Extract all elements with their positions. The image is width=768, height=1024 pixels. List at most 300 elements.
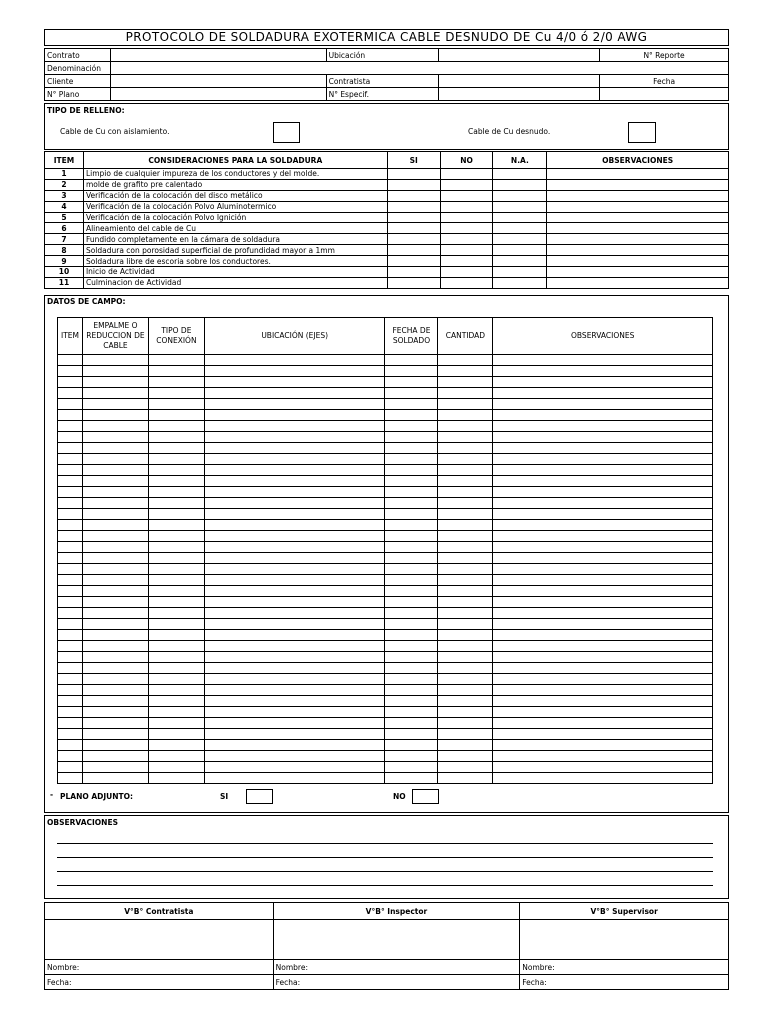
campo-cell[interactable] (58, 465, 83, 476)
campo-cell[interactable] (438, 564, 493, 575)
campo-cell[interactable] (438, 663, 493, 674)
campo-cell[interactable] (204, 619, 385, 630)
item-na-cell[interactable] (493, 256, 547, 267)
campo-cell[interactable] (148, 696, 204, 707)
campo-cell[interactable] (58, 663, 83, 674)
campo-cell[interactable] (58, 773, 83, 784)
campo-cell[interactable] (385, 630, 438, 641)
campo-cell[interactable] (58, 674, 83, 685)
campo-cell[interactable] (385, 652, 438, 663)
campo-cell[interactable] (385, 443, 438, 454)
campo-cell[interactable] (58, 696, 83, 707)
item-no-cell[interactable] (440, 277, 493, 288)
campo-cell[interactable] (58, 476, 83, 487)
campo-cell[interactable] (204, 597, 385, 608)
campo-cell[interactable] (438, 597, 493, 608)
campo-cell[interactable] (148, 663, 204, 674)
campo-cell[interactable] (438, 443, 493, 454)
campo-cell[interactable] (204, 641, 385, 652)
campo-cell[interactable] (438, 465, 493, 476)
item-si-cell[interactable] (387, 256, 440, 267)
campo-cell[interactable] (204, 520, 385, 531)
campo-cell[interactable] (493, 619, 713, 630)
item-no-cell[interactable] (440, 190, 493, 201)
campo-cell[interactable] (58, 597, 83, 608)
plano-field[interactable] (110, 88, 326, 101)
campo-cell[interactable] (385, 575, 438, 586)
campo-cell[interactable] (385, 509, 438, 520)
campo-cell[interactable] (204, 399, 385, 410)
campo-cell[interactable] (385, 707, 438, 718)
campo-cell[interactable] (493, 751, 713, 762)
item-no-cell[interactable] (440, 179, 493, 190)
campo-cell[interactable] (438, 685, 493, 696)
campo-cell[interactable] (82, 520, 148, 531)
campo-cell[interactable] (438, 630, 493, 641)
campo-cell[interactable] (204, 751, 385, 762)
campo-cell[interactable] (82, 410, 148, 421)
nombre-inspector[interactable]: Nombre: (273, 960, 520, 975)
campo-cell[interactable] (438, 608, 493, 619)
campo-cell[interactable] (204, 564, 385, 575)
item-si-cell[interactable] (387, 212, 440, 223)
campo-cell[interactable] (204, 674, 385, 685)
campo-cell[interactable] (438, 531, 493, 542)
campo-cell[interactable] (58, 432, 83, 443)
campo-cell[interactable] (438, 696, 493, 707)
campo-cell[interactable] (82, 652, 148, 663)
campo-cell[interactable] (58, 762, 83, 773)
campo-cell[interactable] (82, 366, 148, 377)
observaciones-line[interactable] (57, 843, 713, 844)
campo-cell[interactable] (385, 432, 438, 443)
campo-cell[interactable] (204, 762, 385, 773)
campo-cell[interactable] (493, 608, 713, 619)
campo-cell[interactable] (148, 553, 204, 564)
campo-cell[interactable] (204, 476, 385, 487)
signature-area-supervisor[interactable] (520, 920, 729, 960)
campo-cell[interactable] (204, 630, 385, 641)
item-no-cell[interactable] (440, 245, 493, 256)
campo-cell[interactable] (493, 575, 713, 586)
campo-cell[interactable] (493, 586, 713, 597)
campo-cell[interactable] (204, 652, 385, 663)
campo-cell[interactable] (204, 498, 385, 509)
campo-cell[interactable] (58, 652, 83, 663)
ubicacion-field[interactable] (439, 49, 600, 62)
campo-cell[interactable] (82, 762, 148, 773)
campo-cell[interactable] (204, 355, 385, 366)
campo-cell[interactable] (204, 608, 385, 619)
campo-cell[interactable] (204, 410, 385, 421)
campo-cell[interactable] (385, 773, 438, 784)
campo-cell[interactable] (438, 751, 493, 762)
campo-cell[interactable] (438, 355, 493, 366)
item-si-cell[interactable] (387, 245, 440, 256)
campo-cell[interactable] (58, 641, 83, 652)
campo-cell[interactable] (493, 553, 713, 564)
campo-cell[interactable] (204, 740, 385, 751)
campo-cell[interactable] (204, 685, 385, 696)
campo-cell[interactable] (204, 443, 385, 454)
campo-cell[interactable] (58, 355, 83, 366)
denominacion-field[interactable] (110, 62, 728, 75)
item-observaciones-cell[interactable] (547, 267, 729, 278)
campo-cell[interactable] (493, 707, 713, 718)
contratista-field[interactable] (439, 75, 600, 88)
campo-cell[interactable] (148, 355, 204, 366)
campo-cell[interactable] (58, 531, 83, 542)
campo-cell[interactable] (385, 399, 438, 410)
campo-cell[interactable] (82, 564, 148, 575)
campo-cell[interactable] (82, 388, 148, 399)
campo-cell[interactable] (58, 487, 83, 498)
campo-cell[interactable] (438, 718, 493, 729)
campo-cell[interactable] (385, 476, 438, 487)
campo-cell[interactable] (82, 465, 148, 476)
campo-cell[interactable] (438, 674, 493, 685)
item-si-cell[interactable] (387, 277, 440, 288)
campo-cell[interactable] (148, 652, 204, 663)
campo-cell[interactable] (148, 718, 204, 729)
campo-cell[interactable] (438, 575, 493, 586)
campo-cell[interactable] (82, 641, 148, 652)
item-no-cell[interactable] (440, 223, 493, 234)
campo-cell[interactable] (204, 366, 385, 377)
campo-cell[interactable] (438, 476, 493, 487)
campo-cell[interactable] (58, 443, 83, 454)
campo-cell[interactable] (385, 531, 438, 542)
campo-cell[interactable] (204, 454, 385, 465)
campo-cell[interactable] (58, 421, 83, 432)
campo-cell[interactable] (204, 421, 385, 432)
campo-cell[interactable] (438, 410, 493, 421)
campo-cell[interactable] (204, 586, 385, 597)
campo-cell[interactable] (438, 641, 493, 652)
fecha-contratista[interactable]: Fecha: (45, 975, 274, 990)
campo-cell[interactable] (385, 388, 438, 399)
fecha-supervisor[interactable]: Fecha: (520, 975, 729, 990)
campo-cell[interactable] (82, 421, 148, 432)
campo-cell[interactable] (385, 586, 438, 597)
fecha-inspector[interactable]: Fecha: (273, 975, 520, 990)
campo-cell[interactable] (82, 729, 148, 740)
campo-cell[interactable] (493, 465, 713, 476)
item-na-cell[interactable] (493, 190, 547, 201)
campo-cell[interactable] (148, 751, 204, 762)
campo-cell[interactable] (438, 773, 493, 784)
campo-cell[interactable] (58, 553, 83, 564)
campo-cell[interactable] (82, 773, 148, 784)
campo-cell[interactable] (493, 355, 713, 366)
campo-cell[interactable] (58, 564, 83, 575)
campo-cell[interactable] (385, 564, 438, 575)
campo-cell[interactable] (493, 718, 713, 729)
campo-cell[interactable] (148, 575, 204, 586)
campo-cell[interactable] (385, 641, 438, 652)
campo-cell[interactable] (82, 443, 148, 454)
campo-cell[interactable] (58, 575, 83, 586)
campo-cell[interactable] (438, 740, 493, 751)
campo-cell[interactable] (148, 619, 204, 630)
campo-cell[interactable] (385, 663, 438, 674)
campo-cell[interactable] (438, 553, 493, 564)
campo-cell[interactable] (493, 454, 713, 465)
campo-cell[interactable] (148, 476, 204, 487)
item-no-cell[interactable] (440, 212, 493, 223)
campo-cell[interactable] (82, 663, 148, 674)
fecha-field[interactable] (600, 88, 729, 101)
item-observaciones-cell[interactable] (547, 245, 729, 256)
campo-cell[interactable] (58, 729, 83, 740)
campo-cell[interactable] (82, 685, 148, 696)
campo-cell[interactable] (438, 586, 493, 597)
campo-cell[interactable] (58, 542, 83, 553)
campo-cell[interactable] (82, 377, 148, 388)
campo-cell[interactable] (385, 421, 438, 432)
item-no-cell[interactable] (440, 234, 493, 245)
plano-no-checkbox[interactable] (412, 789, 439, 804)
campo-cell[interactable] (148, 487, 204, 498)
item-observaciones-cell[interactable] (547, 277, 729, 288)
campo-cell[interactable] (148, 729, 204, 740)
campo-cell[interactable] (438, 542, 493, 553)
campo-cell[interactable] (82, 586, 148, 597)
campo-cell[interactable] (204, 465, 385, 476)
campo-cell[interactable] (148, 641, 204, 652)
campo-cell[interactable] (438, 388, 493, 399)
campo-cell[interactable] (493, 696, 713, 707)
campo-cell[interactable] (82, 751, 148, 762)
campo-cell[interactable] (58, 377, 83, 388)
campo-cell[interactable] (385, 465, 438, 476)
campo-cell[interactable] (82, 718, 148, 729)
campo-cell[interactable] (204, 718, 385, 729)
campo-cell[interactable] (385, 498, 438, 509)
campo-cell[interactable] (204, 663, 385, 674)
campo-cell[interactable] (58, 608, 83, 619)
campo-cell[interactable] (204, 542, 385, 553)
campo-cell[interactable] (82, 619, 148, 630)
observaciones-line[interactable] (57, 885, 713, 886)
campo-cell[interactable] (493, 487, 713, 498)
campo-cell[interactable] (82, 575, 148, 586)
campo-cell[interactable] (58, 399, 83, 410)
campo-cell[interactable] (385, 410, 438, 421)
campo-cell[interactable] (204, 575, 385, 586)
item-si-cell[interactable] (387, 190, 440, 201)
campo-cell[interactable] (58, 520, 83, 531)
campo-cell[interactable] (493, 443, 713, 454)
item-na-cell[interactable] (493, 223, 547, 234)
campo-cell[interactable] (493, 564, 713, 575)
campo-cell[interactable] (148, 773, 204, 784)
campo-cell[interactable] (385, 454, 438, 465)
campo-cell[interactable] (493, 542, 713, 553)
campo-cell[interactable] (385, 487, 438, 498)
campo-cell[interactable] (493, 597, 713, 608)
campo-cell[interactable] (385, 696, 438, 707)
relleno-option2-checkbox[interactable] (628, 122, 656, 143)
campo-cell[interactable] (204, 696, 385, 707)
campo-cell[interactable] (438, 399, 493, 410)
campo-cell[interactable] (438, 421, 493, 432)
campo-cell[interactable] (438, 729, 493, 740)
campo-cell[interactable] (82, 674, 148, 685)
campo-cell[interactable] (148, 740, 204, 751)
campo-cell[interactable] (148, 377, 204, 388)
item-na-cell[interactable] (493, 245, 547, 256)
campo-cell[interactable] (204, 707, 385, 718)
campo-cell[interactable] (148, 410, 204, 421)
campo-cell[interactable] (385, 718, 438, 729)
campo-cell[interactable] (148, 366, 204, 377)
observaciones-line[interactable] (57, 857, 713, 858)
campo-cell[interactable] (58, 707, 83, 718)
campo-cell[interactable] (148, 630, 204, 641)
item-na-cell[interactable] (493, 234, 547, 245)
campo-cell[interactable] (82, 597, 148, 608)
campo-cell[interactable] (148, 498, 204, 509)
campo-cell[interactable] (438, 707, 493, 718)
campo-cell[interactable] (58, 740, 83, 751)
campo-cell[interactable] (148, 564, 204, 575)
campo-cell[interactable] (82, 476, 148, 487)
campo-cell[interactable] (82, 355, 148, 366)
item-observaciones-cell[interactable] (547, 256, 729, 267)
campo-cell[interactable] (82, 498, 148, 509)
campo-cell[interactable] (148, 465, 204, 476)
item-si-cell[interactable] (387, 179, 440, 190)
item-si-cell[interactable] (387, 201, 440, 212)
nombre-contratista[interactable]: Nombre: (45, 960, 274, 975)
campo-cell[interactable] (438, 454, 493, 465)
campo-cell[interactable] (493, 762, 713, 773)
item-na-cell[interactable] (493, 277, 547, 288)
campo-cell[interactable] (82, 531, 148, 542)
campo-cell[interactable] (493, 630, 713, 641)
campo-cell[interactable] (148, 520, 204, 531)
item-na-cell[interactable] (493, 267, 547, 278)
campo-cell[interactable] (493, 476, 713, 487)
campo-cell[interactable] (438, 652, 493, 663)
campo-cell[interactable] (493, 740, 713, 751)
campo-cell[interactable] (58, 498, 83, 509)
item-na-cell[interactable] (493, 179, 547, 190)
plano-si-checkbox[interactable] (246, 789, 273, 804)
campo-cell[interactable] (148, 674, 204, 685)
campo-cell[interactable] (58, 366, 83, 377)
campo-cell[interactable] (493, 773, 713, 784)
campo-cell[interactable] (438, 432, 493, 443)
campo-cell[interactable] (438, 619, 493, 630)
campo-cell[interactable] (58, 751, 83, 762)
item-observaciones-cell[interactable] (547, 234, 729, 245)
item-no-cell[interactable] (440, 201, 493, 212)
campo-cell[interactable] (493, 674, 713, 685)
campo-cell[interactable] (385, 597, 438, 608)
campo-cell[interactable] (148, 432, 204, 443)
campo-cell[interactable] (204, 553, 385, 564)
campo-cell[interactable] (82, 608, 148, 619)
item-na-cell[interactable] (493, 169, 547, 180)
campo-cell[interactable] (204, 509, 385, 520)
campo-cell[interactable] (82, 696, 148, 707)
campo-cell[interactable] (385, 520, 438, 531)
campo-cell[interactable] (82, 509, 148, 520)
item-observaciones-cell[interactable] (547, 223, 729, 234)
campo-cell[interactable] (493, 652, 713, 663)
campo-cell[interactable] (385, 553, 438, 564)
campo-cell[interactable] (385, 608, 438, 619)
item-si-cell[interactable] (387, 267, 440, 278)
campo-cell[interactable] (148, 443, 204, 454)
campo-cell[interactable] (58, 388, 83, 399)
contrato-field[interactable] (110, 49, 326, 62)
campo-cell[interactable] (204, 388, 385, 399)
item-na-cell[interactable] (493, 201, 547, 212)
campo-cell[interactable] (204, 773, 385, 784)
observaciones-line[interactable] (57, 871, 713, 872)
campo-cell[interactable] (204, 377, 385, 388)
campo-cell[interactable] (148, 421, 204, 432)
campo-cell[interactable] (148, 388, 204, 399)
item-si-cell[interactable] (387, 234, 440, 245)
campo-cell[interactable] (493, 531, 713, 542)
campo-cell[interactable] (148, 542, 204, 553)
item-na-cell[interactable] (493, 212, 547, 223)
item-observaciones-cell[interactable] (547, 201, 729, 212)
campo-cell[interactable] (493, 663, 713, 674)
campo-cell[interactable] (82, 542, 148, 553)
campo-cell[interactable] (385, 674, 438, 685)
campo-cell[interactable] (385, 542, 438, 553)
campo-cell[interactable] (148, 685, 204, 696)
campo-cell[interactable] (148, 509, 204, 520)
campo-cell[interactable] (385, 762, 438, 773)
campo-cell[interactable] (82, 399, 148, 410)
campo-cell[interactable] (493, 377, 713, 388)
campo-cell[interactable] (82, 553, 148, 564)
item-no-cell[interactable] (440, 169, 493, 180)
campo-cell[interactable] (493, 421, 713, 432)
campo-cell[interactable] (58, 718, 83, 729)
item-no-cell[interactable] (440, 267, 493, 278)
campo-cell[interactable] (385, 355, 438, 366)
cliente-field[interactable] (110, 75, 326, 88)
campo-cell[interactable] (438, 520, 493, 531)
campo-cell[interactable] (493, 410, 713, 421)
campo-cell[interactable] (82, 740, 148, 751)
campo-cell[interactable] (148, 531, 204, 542)
campo-cell[interactable] (204, 729, 385, 740)
campo-cell[interactable] (493, 498, 713, 509)
campo-cell[interactable] (385, 366, 438, 377)
signature-area-inspector[interactable] (273, 920, 520, 960)
campo-cell[interactable] (438, 366, 493, 377)
campo-cell[interactable] (148, 608, 204, 619)
campo-cell[interactable] (148, 454, 204, 465)
item-observaciones-cell[interactable] (547, 190, 729, 201)
campo-cell[interactable] (493, 729, 713, 740)
campo-cell[interactable] (438, 377, 493, 388)
campo-cell[interactable] (385, 729, 438, 740)
campo-cell[interactable] (438, 509, 493, 520)
campo-cell[interactable] (82, 707, 148, 718)
campo-cell[interactable] (493, 388, 713, 399)
campo-cell[interactable] (385, 619, 438, 630)
campo-cell[interactable] (385, 751, 438, 762)
